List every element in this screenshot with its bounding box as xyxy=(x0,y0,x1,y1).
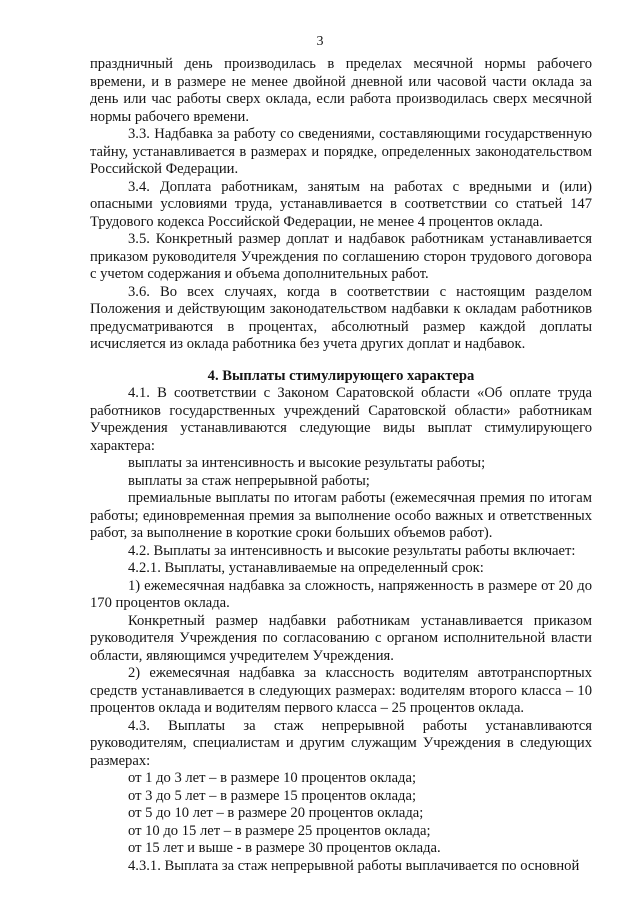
paragraph: 1) ежемесячная надбавка за сложность, напряженность в размере от 20 до 170 процентов оклада. xyxy=(90,577,592,611)
list-item: выплаты за стаж непрерывной работы; xyxy=(128,472,370,489)
paragraph: праздничный день производилась в пределах месячной нормы рабочего времени, и в размере не менее двойной дневной или часовой части оклада за день или час работы сверх оклада, если работа производилась сверх месячной нормы рабочего времени. xyxy=(90,56,592,125)
paragraph: Конкретный размер надбавки работникам устанавливается приказом руководителя Учреждения по согласованию с органом исполнительной власти области, являющимся учредителем Учреждения. xyxy=(90,612,592,664)
document-body xyxy=(90,56,592,875)
paragraph: 4.1. В соответствии с Законом Саратовской области «Об оплате труда работников государственных учреждений Саратовской области» работникам Учреждения устанавливаются следующие виды выплат стимулирующего характера: xyxy=(90,385,592,454)
list-item: от 5 до 10 лет – в размере 20 процентов оклада; xyxy=(128,805,424,821)
paragraph: 4.2.1. Выплаты, устанавливаемые на определенный срок: xyxy=(128,560,484,576)
paragraph: 3.4. Доплата работникам, занятым на работах с вредными и (или) опасными условиями труда, устанавливается в соответствии со статьей 147 Трудового кодекса Российской Федерации, не менее 4 процентов оклада. xyxy=(90,178,592,230)
list-item: премиальные выплаты по итогам работы (ежемесячная премия по итогам работы; единовременная премия за выполнение особо важных и ответственных работ, за выполнение в короткие сроки больших объемов работ). xyxy=(90,490,592,541)
list-item: выплаты за интенсивность и высокие результаты работы; xyxy=(128,455,486,471)
paragraph: 4.2. Выплаты за интенсивность и высокие результаты работы включает: xyxy=(128,542,576,559)
section-heading: 4. Выплаты стимулирующего характера xyxy=(207,367,475,384)
list-item: от 15 лет и выше - в размере 30 процентов оклада. xyxy=(128,840,441,856)
paragraph: 3.6. Во всех случаях, когда в соответствии с настоящим разделом Положения и действующим законодательством надбавки к окладам работников предусматриваются в процентах, абсолютный размер каждой доплаты исчисляется из оклада работника без учета других доплат и надбавок. xyxy=(90,283,592,352)
paragraph: 4.3. Выплаты за стаж непрерывной работы устанавливаются руководителям, специалистам и другим служащим Учреждения в следующих размерах: xyxy=(90,717,592,769)
page-number: 3 xyxy=(316,34,324,49)
paragraph: 3.3. Надбавка за работу со сведениями, составляющими государственную тайну, устанавливается в размерах и порядке, определенных законодательством Российской Федерации. xyxy=(90,126,592,177)
list-item: от 3 до 5 лет – в размере 15 процентов оклада; xyxy=(128,787,416,804)
list-item: от 10 до 15 лет – в размере 25 процентов оклада; xyxy=(128,822,431,839)
paragraph: 3.5. Конкретный размер доплат и надбавок работникам устанавливается приказом руководителя Учреждения по соглашению сторон трудового договора с учетом содержания и объема дополнительных работ. xyxy=(90,231,592,282)
paragraph: 2) ежемесячная надбавка за классность водителям автотранспортных средств устанавливается в следующих размерах: водителям второго класса – 10 процентов оклада и водителям первого класса – 25 процентов оклада. xyxy=(90,665,592,716)
list-item: от 1 до 3 лет – в размере 10 процентов оклада; xyxy=(128,770,416,786)
paragraph: 4.3.1. Выплата за стаж непрерывной работы выплачивается по основной xyxy=(128,857,580,874)
